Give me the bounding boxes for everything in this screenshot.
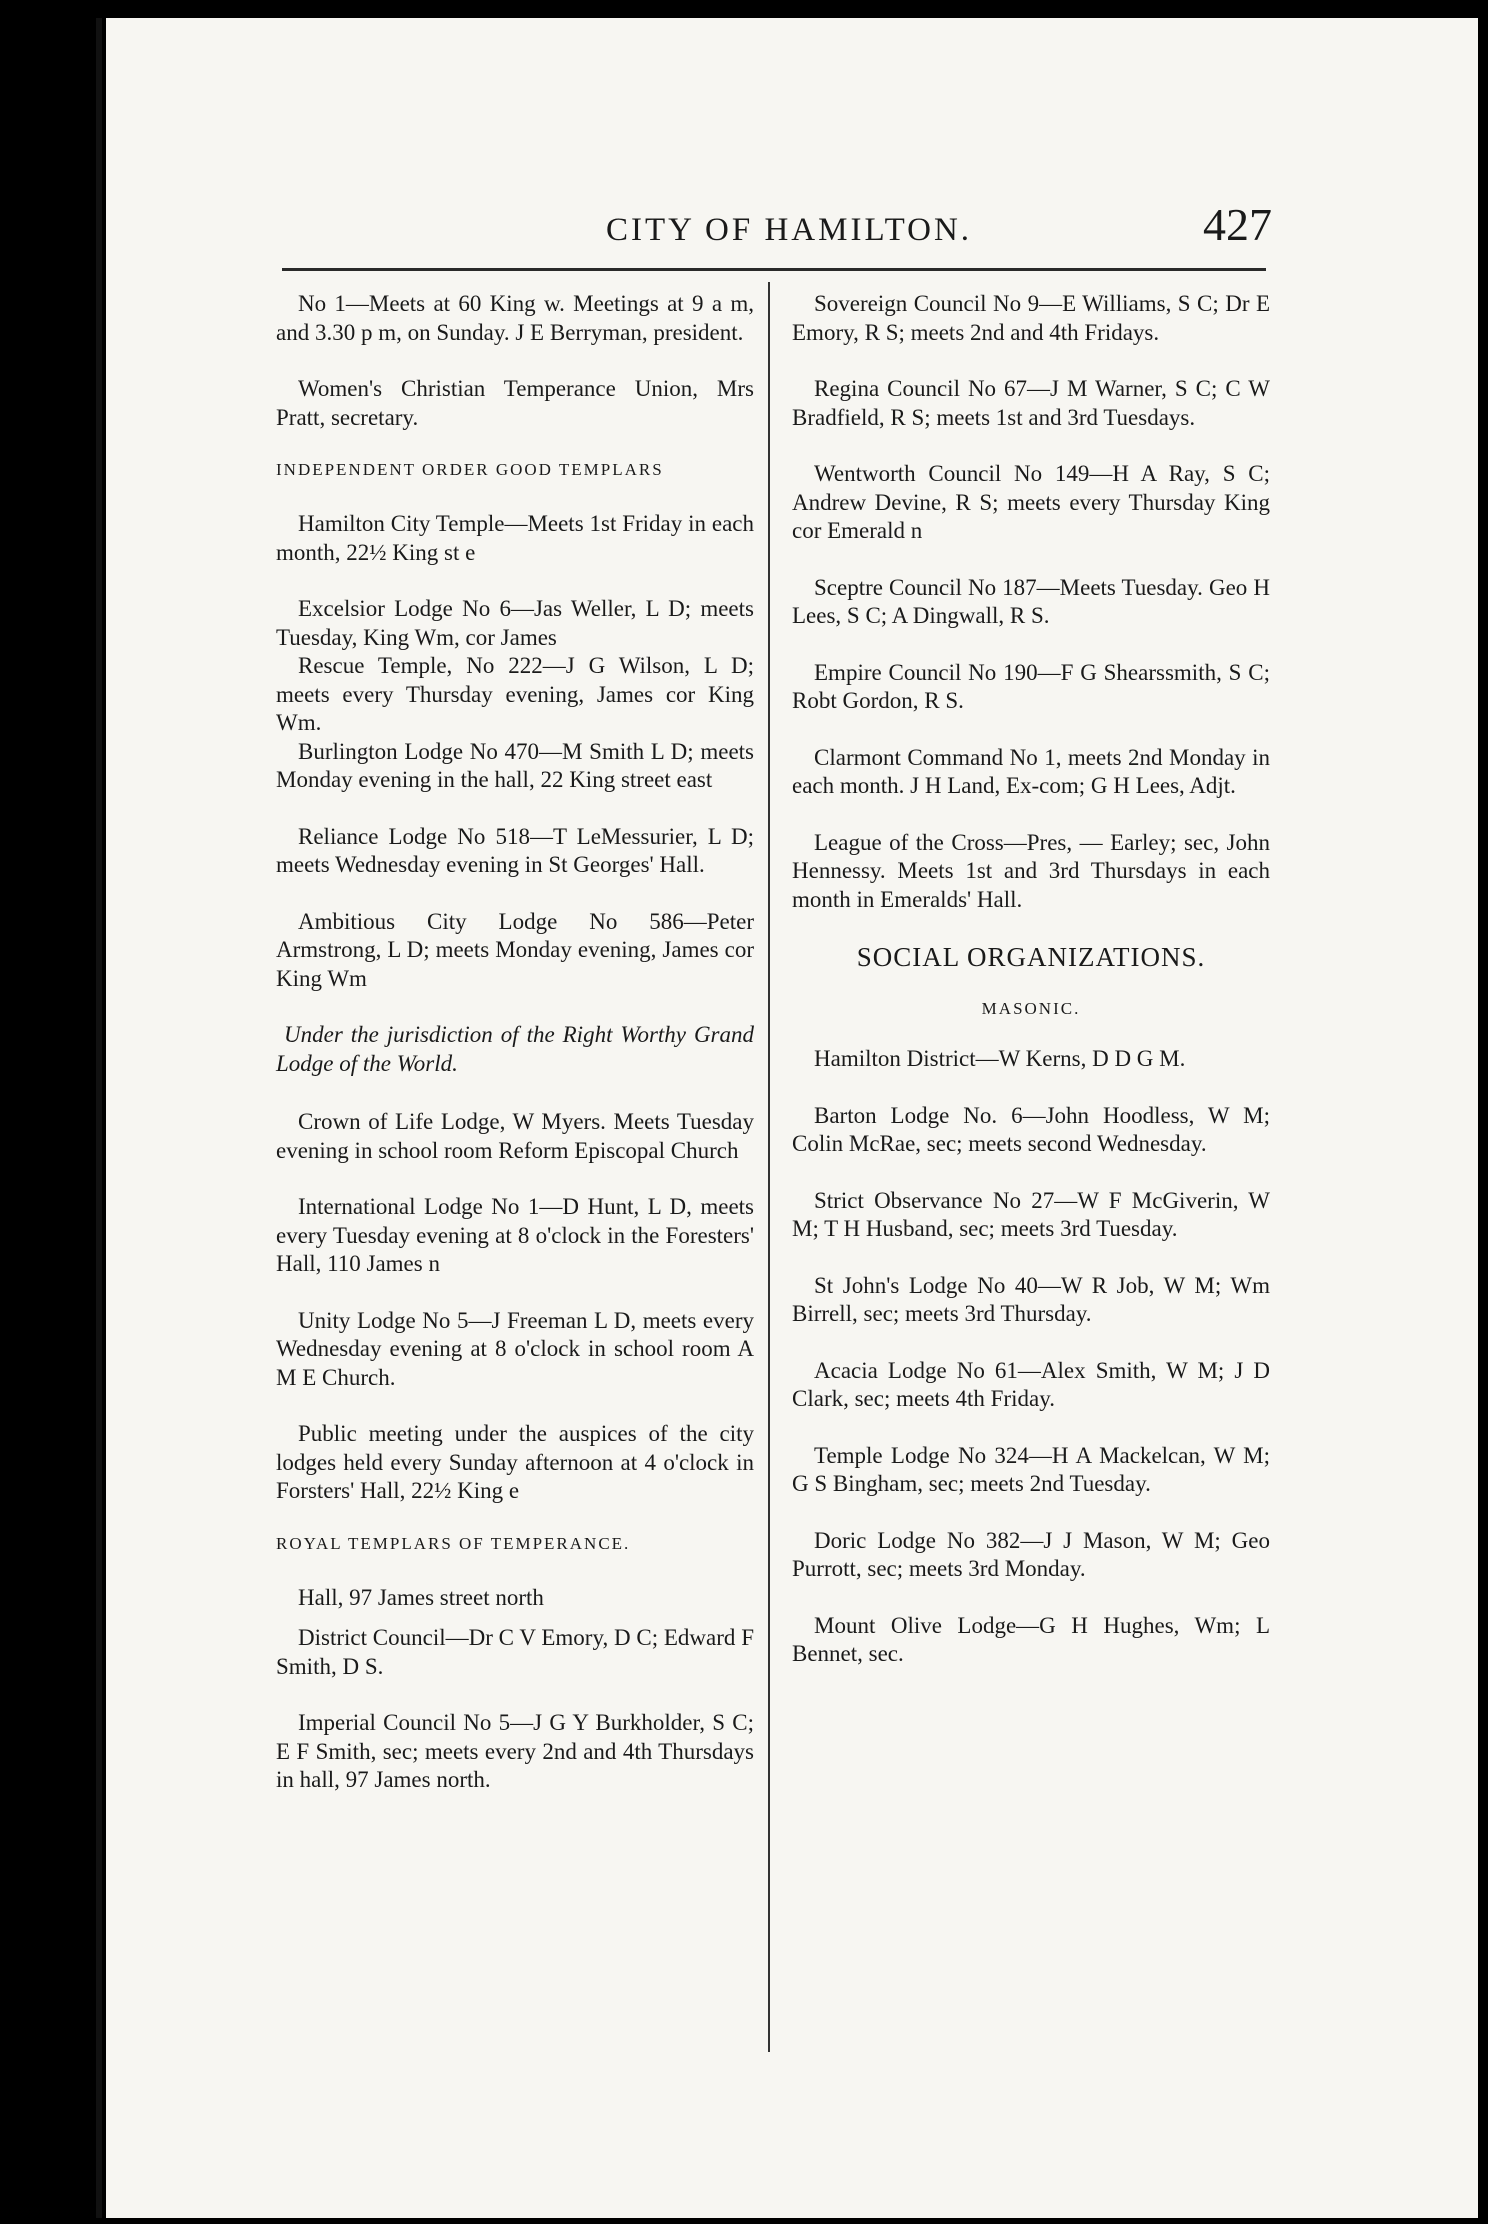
left-column xyxy=(276,290,754,1823)
directory-entry: Regina Council No 67—J M Warner, S C; C W Bradfield, R S; meets 1st and 3rd Tuesdays. xyxy=(792,376,1270,430)
directory-entry: Doric Lodge No 382—J J Mason, W M; Geo Purrott, sec; meets 3rd Monday. xyxy=(792,1527,1270,1581)
section-heading: ROYAL TEMPLARS OF TEMPERANCE. xyxy=(276,1533,631,1553)
directory-entry: League of the Cross—Pres, — Earley; sec, John Hennessy. Meets 1st and 3rd Thursdays in each month in Emeralds' Hall. xyxy=(792,829,1270,912)
section-heading: INDEPENDENT ORDER GOOD TEMPLARS xyxy=(276,460,664,479)
column-divider xyxy=(768,282,770,2052)
directory-entry: St John's Lodge No 40—W R Job, W M; Wm Birrell, sec; meets 3rd Thursday. xyxy=(792,1272,1270,1326)
directory-entry: Imperial Council No 5—J G Y Burkholder, S C; E F Smith, sec; meets every 2nd and 4th Thursdays in hall, 97 James north. xyxy=(276,1710,754,1792)
directory-entry: Sceptre Council No 187—Meets Tuesday. Geo H Lees, S C; A Dingwall, R S. xyxy=(792,574,1270,628)
directory-entry: Strict Observance No 27—W F McGiverin, W M; T H Husband, sec; meets 3rd Tuesday. xyxy=(792,1187,1270,1241)
running-title: CITY OF HAMILTON. xyxy=(606,212,973,248)
directory-entry: Reliance Lodge No 518—T LeMessurier, L D; meets Wednesday evening in St Georges' Hall. xyxy=(276,823,754,877)
directory-entry: Rescue Temple, No 222—J G Wilson, L D; meets every Thursday evening, James cor King Wm. xyxy=(276,653,754,735)
directory-entry: No 1—Meets at 60 King w. Meetings at 9 a m, and 3.30 p m, on Sunday. J E Berryman, president. xyxy=(276,291,754,345)
directory-entry: Hall, 97 James street north xyxy=(298,1584,544,1610)
directory-entry: Hamilton District—W Kerns, D D G M. xyxy=(814,1046,1186,1071)
directory-entry: Crown of Life Lodge, W Myers. Meets Tuesday evening in school room Reform Episcopal Church xyxy=(276,1109,754,1163)
directory-entry: Excelsior Lodge No 6—Jas Weller, L D; meets Tuesday, King Wm, cor James xyxy=(276,596,754,650)
directory-entry: Sovereign Council No 9—E Williams, S C; Dr E Emory, R S; meets 2nd and 4th Fridays. xyxy=(792,291,1270,345)
directory-entry: Acacia Lodge No 61—Alex Smith, W M; J D Clark, sec; meets 4th Friday. xyxy=(792,1357,1270,1411)
directory-entry: Unity Lodge No 5—J Freeman L D, meets every Wednesday evening at 8 o'clock in school room A M E Church. xyxy=(276,1307,754,1390)
directory-entry: Clarmont Command No 1, meets 2nd Monday in each month. J H Land, Ex-com; G H Lees, Adjt. xyxy=(792,744,1270,798)
subsection-heading: MASONIC. xyxy=(981,999,1081,1018)
directory-entry: Mount Olive Lodge—G H Hughes, Wm; L Bennet, sec. xyxy=(792,1612,1270,1666)
directory-entry: District Council—Dr C V Emory, D C; Edward F Smith, D S. xyxy=(276,1625,754,1679)
directory-entry: Temple Lodge No 324—H A Mackelcan, W M; G S Bingham, sec; meets 2nd Tuesday. xyxy=(792,1442,1270,1496)
directory-entry: Wentworth Council No 149—H A Ray, S C; Andrew Devine, R S; meets every Thursday King cor Emerald n xyxy=(792,461,1270,543)
binding-shadow xyxy=(96,18,102,2218)
directory-entry: International Lodge No 1—D Hunt, L D, meets every Tuesday evening at 8 o'clock in the Foresters' Hall, 110 James n xyxy=(276,1194,754,1276)
page-header xyxy=(272,190,1272,260)
directory-entry: Hamilton City Temple—Meets 1st Friday in each month, 22½ King st e xyxy=(276,511,754,565)
page-number: 427 xyxy=(1203,199,1272,250)
section-title: SOCIAL ORGANIZATIONS. xyxy=(856,942,1206,972)
directory-entry: Empire Council No 190—F G Shearssmith, S C; Robt Gordon, R S. xyxy=(792,659,1270,713)
directory-entry: Barton Lodge No. 6—John Hoodless, W M; Colin McRae, sec; meets second Wednesday. xyxy=(792,1102,1270,1156)
header-rule xyxy=(282,268,1266,271)
right-column xyxy=(792,290,1270,1697)
directory-entry: Ambitious City Lodge No 586—Peter Armstrong, L D; meets Monday evening, James cor King Wm xyxy=(276,908,754,991)
directory-entry: Public meeting under the auspices of the city lodges held every Sunday afternoon at 4 o'clock in Forsters' Hall, 22½ King e xyxy=(276,1421,754,1503)
directory-entry: Women's Christian Temperance Union, Mrs Pratt, secretary. xyxy=(276,376,754,430)
directory-entry: Burlington Lodge No 470—M Smith L D; meets Monday evening in the hall, 22 King street east xyxy=(276,738,754,792)
italic-note: Under the jurisdiction of the Right Worthy Grand Lodge of the World. xyxy=(276,1022,754,1076)
